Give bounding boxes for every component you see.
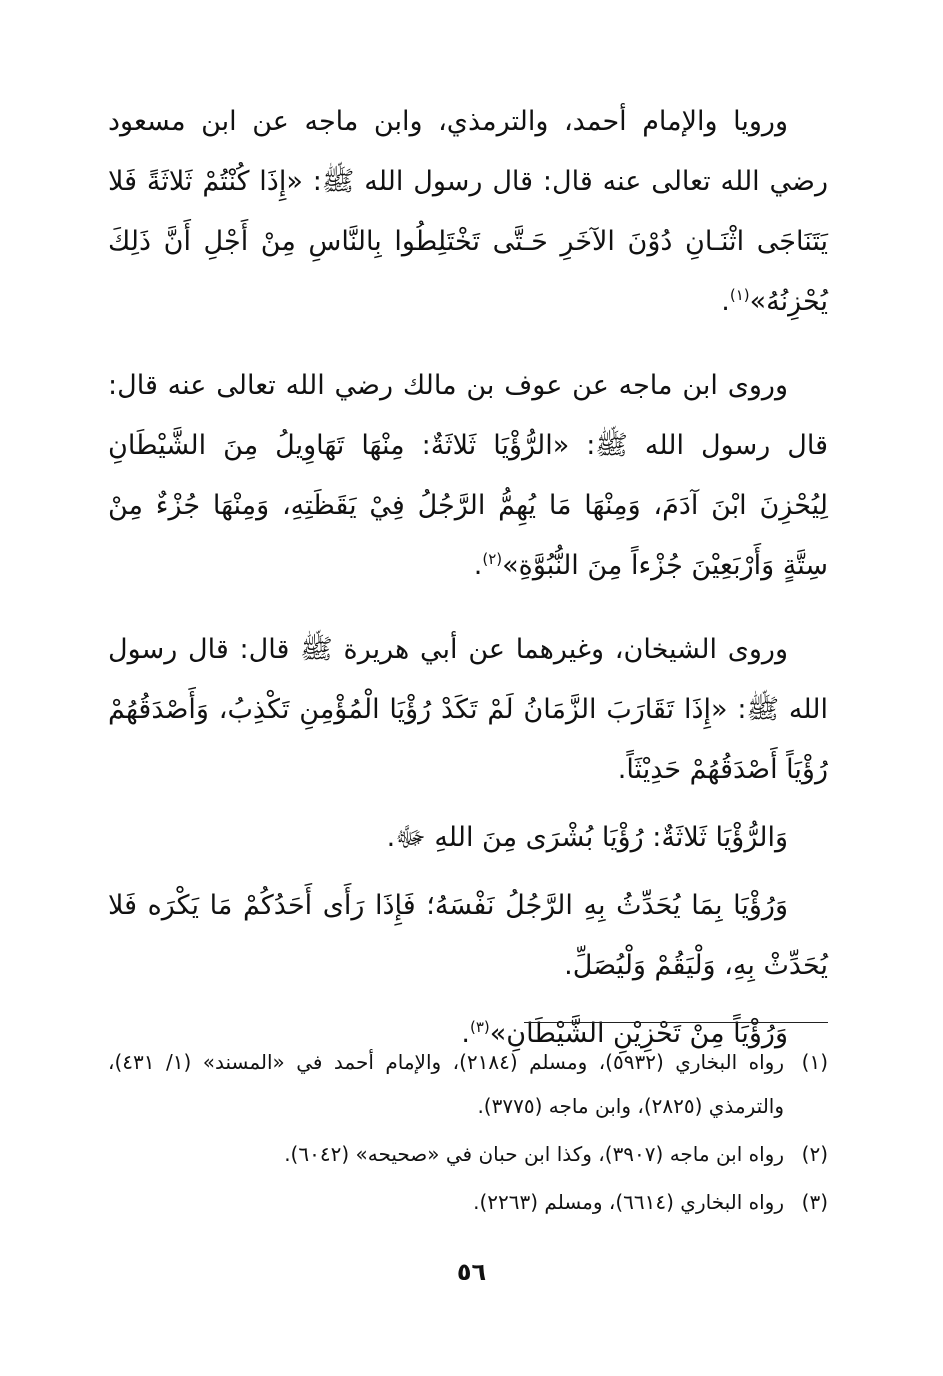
- page-number: ٥٦: [456, 1258, 487, 1286]
- paragraph-ruya-nafs: [108, 876, 828, 996]
- footnote-ref-1: (١): [729, 286, 750, 304]
- paragraph-end: .: [473, 550, 483, 581]
- paragraph-awf-ibn-malik: [108, 356, 828, 596]
- paragraph-end: .: [461, 1018, 470, 1049]
- footnotes: [108, 1040, 828, 1224]
- footnote-text: رواه البخاري (٥٩٣٢)، ومسلم (٢١٨٤)، والإمام أحمد في «المسند» (١/ ٤٣١)، والترمذي (٢٨٢٥)، وابن ماجه (٣٧٧٥).: [108, 1050, 785, 1118]
- footnote-number: (٢): [801, 1142, 828, 1166]
- footnote-text: رواه ابن ماجه (٣٩٠٧)، وكذا ابن حبان في «صحيحه» (٦٠٤٢).: [284, 1142, 784, 1166]
- paragraph-text: وروى ابن ماجه عن عوف بن مالك رضي الله تعالى عنه قال: قال رسول الله ﷺ: «الرُّؤْيَا ثَلاثَةٌ: مِنْهَا تَهَاوِيلُ مِنَ الشَّيْطَانِ لِيُحْزِنَ ابْنَ آدَمَ، وَمِنْهَا مَا يُهِمُّ الرَّجُلُ فِيْ يَقَظَتِهِ، وَمِنْهَا جُزْءٌ مِنْ سِتَّةٍ وَأَرْبَعِيْنَ جُزْءاً مِنَ النُّبُوَّةِ»: [108, 370, 828, 581]
- footnote-number: (١): [801, 1050, 828, 1074]
- footnote-text: رواه البخاري (٦٦١٤)، ومسلم (٢٢٦٣).: [473, 1190, 784, 1214]
- paragraph-text: وَرُؤْيَاً مِنْ تَحْزِيْنِ الشَّيْطَانِ»: [489, 1018, 788, 1049]
- footnote-3: [108, 1180, 828, 1224]
- paragraph-end: .: [721, 286, 730, 317]
- footnote-number: (٣): [801, 1190, 828, 1214]
- footnote-ref-3: (٣): [470, 1018, 490, 1036]
- main-text: [108, 92, 828, 1064]
- paragraph-text: وَالرُّؤْيَا ثَلاثَةٌ: رُؤْيَا بُشْرَى مِنَ اللهِ ﷻ.: [386, 822, 788, 853]
- paragraph-text: ورويا والإمام أحمد، والترمذي، وابن ماجه عن ابن مسعود رضي الله تعالى عنه قال: قال رسول الله ﷺ: «إِذَا كُنْتُمْ ثَلاثَةً فَلا يَتَنَاجَى اثْنَـانِ دُوْنَ الآخَرِ حَـتَّى تَخْتَلِطُوا بِالنَّاسِ مِنْ أَجْلِ أَنَّ ذَلِكَ يُحْزِنُهُ»: [108, 106, 828, 317]
- paragraph-ibn-masud: [108, 92, 828, 332]
- paragraph-ruya-bushra: [108, 808, 828, 868]
- footnote-1: [108, 1040, 828, 1128]
- footnote-ref-2: (٢): [482, 550, 503, 568]
- paragraph-abu-hurayra: [108, 620, 828, 800]
- footnote-2: [108, 1132, 828, 1176]
- paragraph-text: وَرُؤْيَا بِمَا يُحَدِّثُ بِهِ الرَّجُلُ نَفْسَهُ؛ فَإِذَا رَأَى أَحَدُكُمْ مَا يَكْرَه فَلا يُحَدِّثْ بِهِ، وَلْيَقُمْ وَلْيُصَلِّ.: [108, 890, 828, 981]
- paragraph-text: وروى الشيخان، وغيرهما عن أبي هريرة ﷺ قال: قال رسول الله ﷺ: «إِذَا تَقَارَبَ الزَّمَانُ لَمْ تَكَدْ رُؤْيَا الْمُؤْمِنِ تَكْذِبُ، وَأَصْدَقُهُمْ رُؤْيَاً أَصْدَقُهُمْ حَدِيْثَاً.: [108, 634, 828, 785]
- footnote-divider: [524, 1022, 828, 1023]
